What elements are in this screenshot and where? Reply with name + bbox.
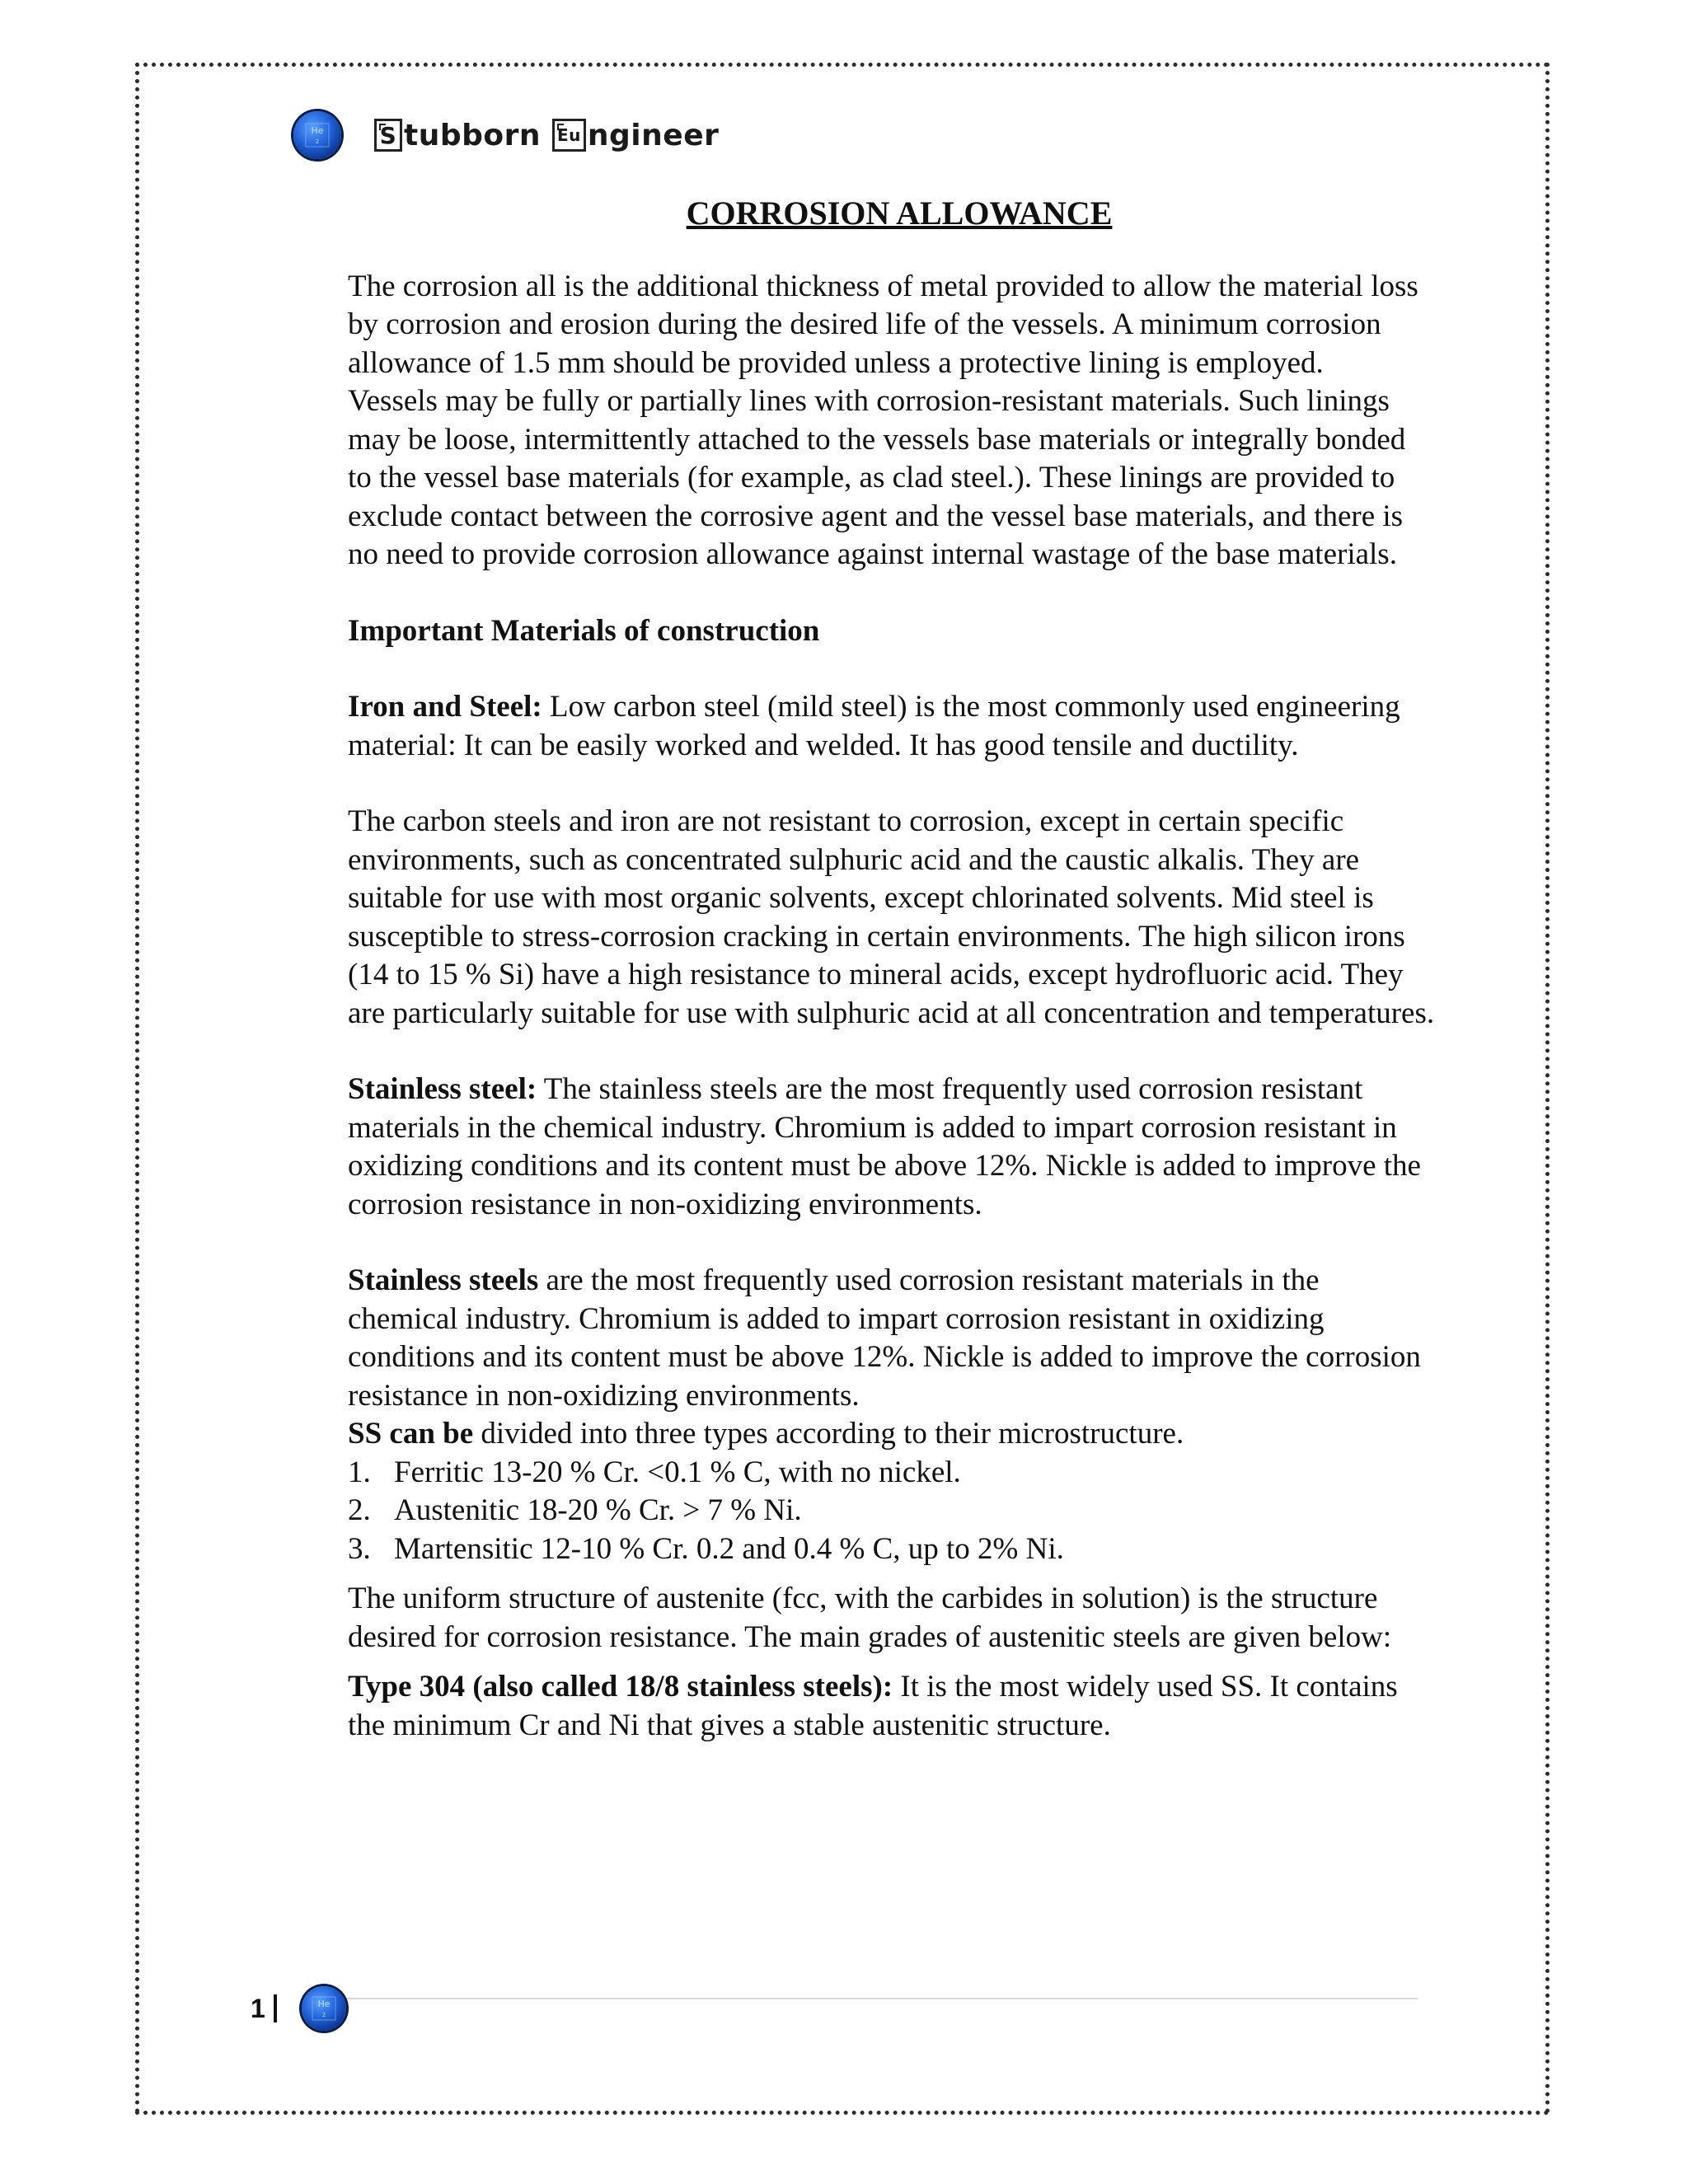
intro-paragraph-1: The corrosion all is the additional thickness of metal provided to allow the material loss by corrosion and erosion during the desired life of the vessels. A minimum corrosion allowance of 1.5 mm should be provided unless a protective lining is employed. <box>348 269 1418 380</box>
stainless-steels-label: Stainless steels <box>348 1263 539 1297</box>
svg-text:2: 2 <box>315 138 320 145</box>
page-number: 1 <box>251 1993 265 2023</box>
ss-types-intro: SS can be divided into three types according to their microstructure. <box>348 1417 1184 1451</box>
ss-can-be-label: SS can be <box>348 1417 474 1451</box>
document-body <box>348 194 1436 1745</box>
type-304-paragraph: Type 304 (also called 18/8 stainless steels): It is the most widely used SS. It contains the minimum Cr and Ni that gives a stable austenitic structure. <box>348 1670 1398 1742</box>
list-item: 2. Austenitic 18-20 % Cr. > 7 % Ni. <box>348 1493 802 1527</box>
iron-steel-label: Iron and Steel: <box>348 690 542 724</box>
footer-rule <box>346 1998 1418 1999</box>
intro-paragraph-2: Vessels may be fully or partially lines with corrosion-resistant materials. Such linings may be loose, intermittently attached to the vessels base materials or integrally bonded to the vessel base materials (for example, as clad steel.). These linings are provided to exclude contact between the corrosive agent and the vessel base materials, and there is no need to provide corrosion allowance against internal wastage of the base materials. <box>348 384 1406 571</box>
svg-text:He: He <box>311 125 324 136</box>
brand-logotype <box>374 119 719 152</box>
brand-word-engineer: ngineer <box>587 118 720 152</box>
document-header <box>293 109 719 162</box>
brand-eu-box: Eu <box>552 119 586 152</box>
page-title: CORROSION ALLOWANCE <box>686 194 1113 232</box>
type-304-label: Type 304 (also called 18/8 stainless steels): <box>348 1670 893 1704</box>
brand-word-stubborn: tubborn <box>404 118 541 152</box>
svg-text:2: 2 <box>321 2012 326 2018</box>
stainless-steels-paragraph: Stainless steels are the most frequently used corrosion resistant materials in the chemical industry. Chromium is added to impart corrosion resistant in oxidizing conditions and its content must be above 12%. Nickle is added to improve the corrosion resistance in non-oxidizing environments. <box>348 1263 1421 1413</box>
he-logo-icon <box>302 1986 346 2031</box>
austenite-paragraph: The uniform structure of austenite (fcc, with the carbides in solution) is the structure desired for corrosion resistance. The main grades of austenitic steels are given below: <box>348 1582 1392 1654</box>
ss-types-list <box>348 1454 1436 1569</box>
svg-text:He: He <box>317 1999 331 2009</box>
carbon-steels-paragraph: The carbon steels and iron are not resistant to corrosion, except in certain specific environments, such as concentrated sulphuric acid and the caustic alkalis. They are suitable for use with most organic solvents, except chlorinated solvents. Mid steel is susceptible to stress-corrosion cracking in certain environments. The high silicon irons (14 to 15 % Si) have a high resistance to mineral acids, except hydrofluoric acid. They are particularly suitable for use with sulphuric acid at all concentration and temperatures. <box>348 804 1435 1030</box>
list-item: 3. Martensitic 12-10 % Cr. 0.2 and 0.4 % C, up to 2% Ni. <box>348 1531 1064 1566</box>
document-footer <box>251 1986 346 2031</box>
section-heading: Important Materials of construction <box>348 613 820 648</box>
he-logo-icon <box>293 111 341 159</box>
iron-steel-paragraph: Iron and Steel: Low carbon steel (mild steel) is the most commonly used engineering material: It can be easily worked and welded. It has good tensile and ductility. <box>348 690 1400 762</box>
stainless-steel-paragraph: Stainless steel: The stainless steels are the most frequently used corrosion resistant materials in the chemical industry. Chromium is added to impart corrosion resistant in oxidizing conditions and its content must be above 12%. Nickle is added to improve the corrosion resistance in non-oxidizing environments. <box>348 1072 1421 1221</box>
list-item: 1. Ferritic 13-20 % Cr. <0.1 % C, with no nickel. <box>348 1455 961 1489</box>
stainless-steel-label: Stainless steel: <box>348 1072 537 1106</box>
brand-s-box: S <box>374 119 402 152</box>
page-separator <box>274 1994 277 2022</box>
